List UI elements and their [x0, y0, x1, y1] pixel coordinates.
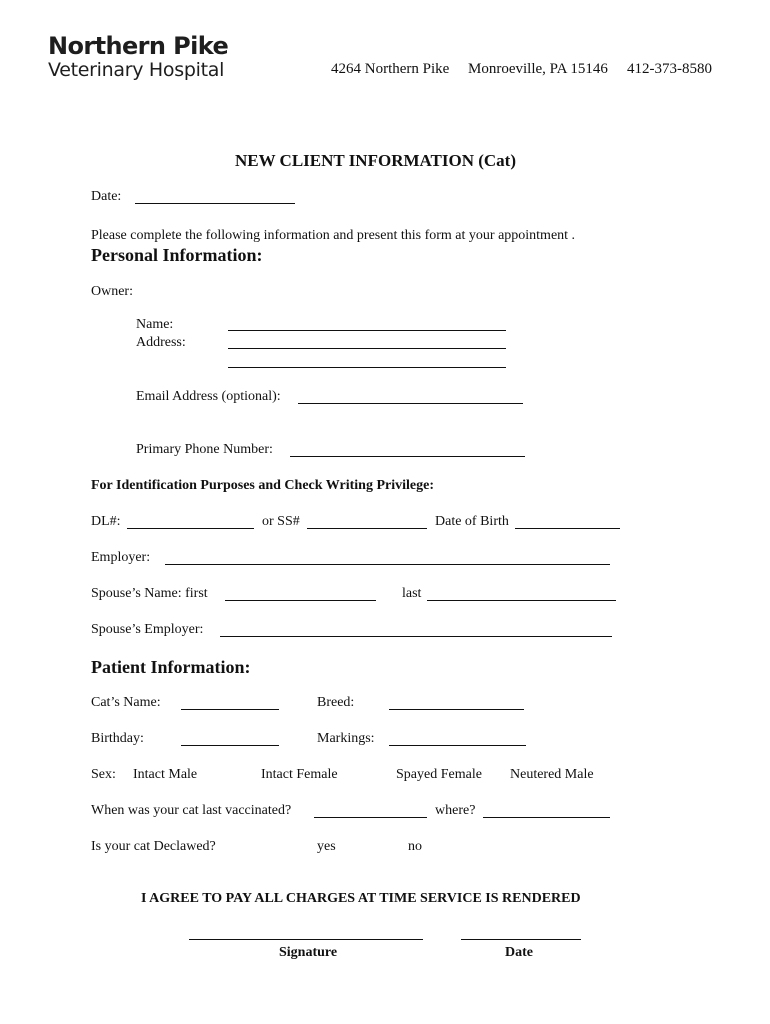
declawed-label: Is your cat Declawed? — [91, 839, 216, 854]
markings-field[interactable] — [389, 745, 526, 746]
patient-heading: Patient Information: — [91, 657, 251, 677]
breed-label: Breed: — [317, 695, 355, 710]
sex-option-intact-male[interactable]: Intact Male — [133, 767, 198, 782]
declawed-no-option[interactable]: no — [408, 839, 422, 854]
where-field[interactable] — [483, 817, 610, 818]
logo-name: Northern Pike — [48, 32, 229, 60]
employer-label: Employer: — [91, 550, 151, 565]
birthday-label: Birthday: — [91, 731, 144, 746]
phone-field[interactable] — [290, 456, 525, 457]
cat-name-label: Cat’s Name: — [91, 695, 161, 710]
dob-label: Date of Birth — [435, 514, 509, 529]
spouse-last-label: last — [402, 586, 422, 601]
header-street: 4264 Northern Pike — [331, 61, 450, 77]
where-label: where? — [435, 803, 476, 818]
sex-option-spayed-female[interactable]: Spayed Female — [396, 767, 482, 782]
ss-label: or SS# — [262, 514, 300, 529]
sex-option-neutered-male[interactable]: Neutered Male — [510, 767, 594, 782]
logo-subtitle: Veterinary Hospital — [48, 59, 225, 81]
date-label: Date: — [91, 189, 122, 204]
name-field[interactable] — [228, 330, 506, 331]
dl-field[interactable] — [127, 528, 254, 529]
employer-field[interactable] — [165, 564, 610, 565]
ss-field[interactable] — [307, 528, 427, 529]
email-field[interactable] — [298, 403, 523, 404]
signature-label: Signature — [279, 945, 338, 960]
header-city: Monroeville, PA 15146 — [468, 61, 608, 77]
signature-date-label: Date — [505, 945, 533, 960]
spouse-employer-field[interactable] — [220, 636, 612, 637]
sex-label: Sex: — [91, 767, 116, 782]
cat-name-field[interactable] — [181, 709, 279, 710]
date-field[interactable] — [135, 203, 295, 204]
instructions-text: Please complete the following information and present this form at your appointment . — [91, 228, 576, 243]
form-title: NEW CLIENT INFORMATION (Cat) — [235, 151, 516, 170]
email-label: Email Address (optional): — [136, 389, 281, 404]
spouse-name-label: Spouse’s Name: first — [91, 586, 208, 601]
owner-label: Owner: — [91, 284, 133, 299]
declawed-yes-option[interactable]: yes — [317, 839, 336, 854]
signature-line[interactable] — [189, 939, 423, 940]
spouse-last-field[interactable] — [427, 600, 616, 601]
spouse-first-field[interactable] — [225, 600, 376, 601]
address-field-2[interactable] — [228, 367, 506, 368]
personal-heading: Personal Information: — [91, 245, 263, 265]
header-phone: 412-373-8580 — [627, 61, 712, 77]
name-label: Name: — [136, 317, 174, 332]
dl-label: DL#: — [91, 514, 121, 529]
sex-option-intact-female[interactable]: Intact Female — [261, 767, 338, 782]
phone-label: Primary Phone Number: — [136, 442, 273, 457]
address-field-1[interactable] — [228, 348, 506, 349]
birthday-field[interactable] — [181, 745, 279, 746]
vaccinated-field[interactable] — [314, 817, 427, 818]
markings-label: Markings: — [317, 731, 375, 746]
agreement-text: I AGREE TO PAY ALL CHARGES AT TIME SERVICE IS RENDERED — [141, 891, 581, 906]
address-label: Address: — [136, 335, 186, 350]
dob-field[interactable] — [515, 528, 620, 529]
identification-heading: For Identification Purposes and Check Writing Privilege: — [91, 478, 434, 493]
breed-field[interactable] — [389, 709, 524, 710]
spouse-employer-label: Spouse’s Employer: — [91, 622, 204, 637]
vaccinated-label: When was your cat last vaccinated? — [91, 803, 292, 818]
signature-date-line[interactable] — [461, 939, 581, 940]
